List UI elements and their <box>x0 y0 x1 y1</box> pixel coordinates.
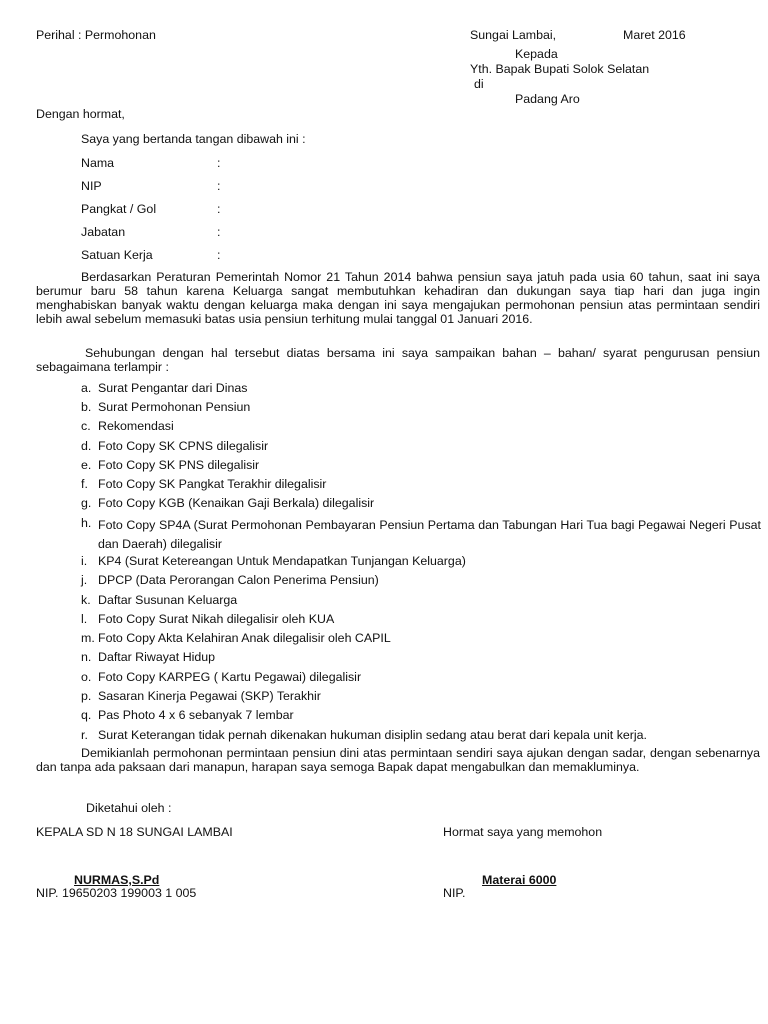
intro-line: Saya yang bertanda tangan dibawah ini : <box>81 132 306 146</box>
right-signatory-title: Hormat saya yang memohon <box>443 825 603 839</box>
place-date-month: Maret 2016 <box>623 28 686 42</box>
field-colon: : <box>217 156 221 170</box>
paragraph-closing: Demikianlah permohonan permintaan pensiun dini atas permintaan sendiri saya ajukan dengan sadar, dengan sebenarnya dan tanpa ada paksaan dari manapun, harapan saya semoga Bapak dapat mengabulkan dan memakluminya. <box>36 746 760 774</box>
field-colon: : <box>217 248 221 262</box>
recipient-di: di <box>474 77 484 91</box>
field-label-nip: NIP <box>81 179 102 193</box>
recipient-location: Padang Aro <box>515 92 580 106</box>
field-label-jabatan: Jabatan <box>81 225 126 239</box>
left-signatory-nip: NIP. 19650203 199003 1 005 <box>36 886 197 900</box>
salutation: Dengan hormat, <box>36 107 125 121</box>
left-signatory-title: KEPALA SD N 18 SUNGAI LAMBAI <box>36 825 233 839</box>
paragraph-attachments-intro: Sehubungan dengan hal tersebut diatas bersama ini saya sampaikan bahan – bahan/ syarat pengurusan pensiun sebagaimana terlampir : <box>36 346 760 374</box>
acknowledged-label: Diketahui oleh : <box>86 801 172 815</box>
subject-line: Perihal : Permohonan <box>36 28 156 42</box>
field-label-satuan-kerja: Satuan Kerja <box>81 248 153 262</box>
field-colon: : <box>217 179 221 193</box>
field-label-pangkat: Pangkat / Gol <box>81 202 157 216</box>
recipient-label: Kepada <box>515 47 558 61</box>
recipient-name: Yth. Bapak Bupati Solok Selatan <box>470 62 650 76</box>
place-date-city: Sungai Lambai, <box>470 28 557 42</box>
right-signatory-nip: NIP. <box>443 886 466 900</box>
stamp-duty-label: Materai 6000 <box>482 873 557 887</box>
left-signatory-name: NURMAS,S.Pd <box>74 873 160 887</box>
field-label-nama: Nama <box>81 156 115 170</box>
field-colon: : <box>217 225 221 239</box>
paragraph-reason: Berdasarkan Peraturan Pemerintah Nomor 21 Tahun 2014 bahwa pensiun saya jatuh pada usia 60 tahun, saat ini saya berumur baru 58 tahun karena Keluarga sangat membutuhkan kehadiran dan dukungan saya tiap hari dan juga ingin menghabiskan banyak waktu dengan keluarga maka dengan ini saya mengajukan permohonan pensiun atas permintaan sendiri lebih awal sebelum memasuki batas usia pensiun terhitung mulai tanggal 01 Januari 2016. <box>36 270 760 326</box>
field-colon: : <box>217 202 221 216</box>
